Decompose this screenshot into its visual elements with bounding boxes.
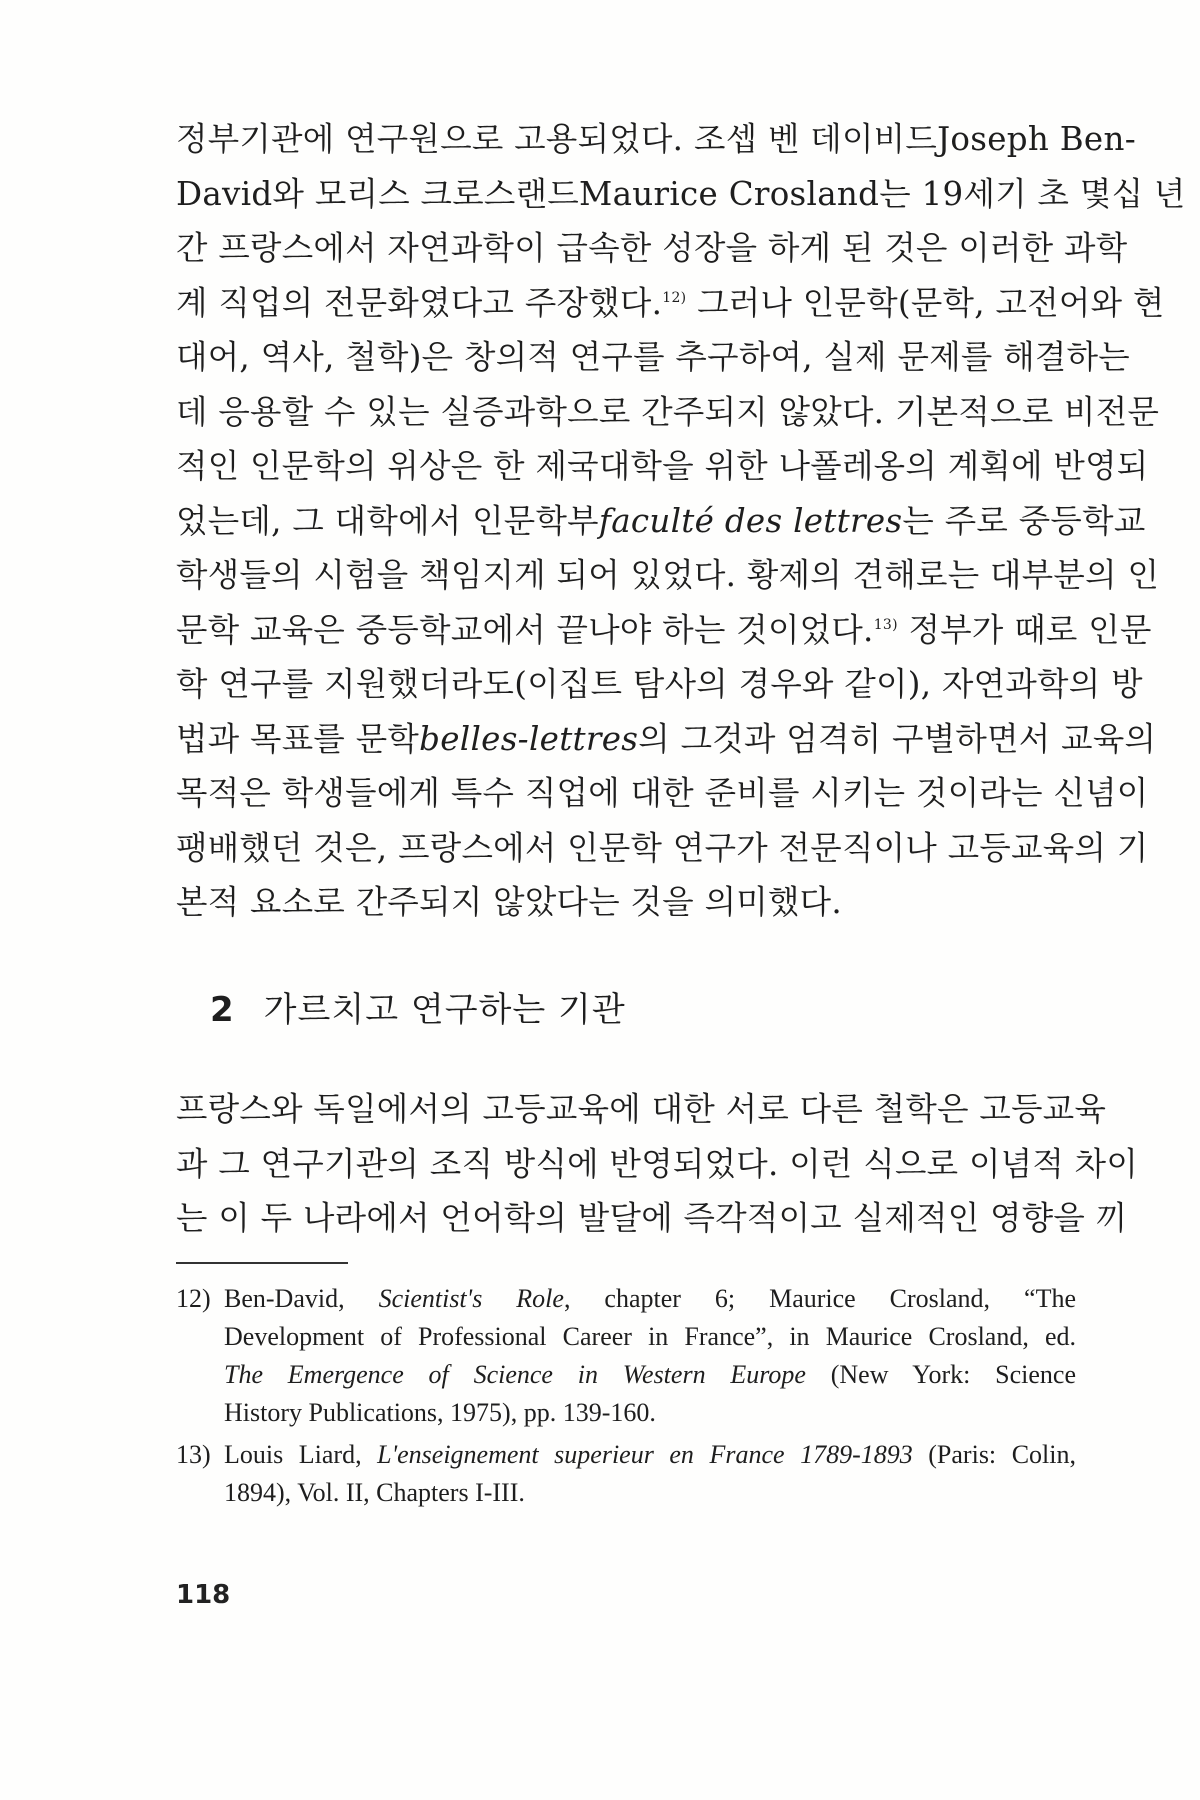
footnote-line: Development of Professional Career in France”, in Maurice Crosland, ed. [224,1322,1076,1351]
text-line: 본적 요소로 간주되지 않았다는 것을 의미했다. [176,883,842,921]
text-segment: 정부가 때로 인문 [897,610,1152,649]
footnotes [176,1280,1076,1516]
text-line: 데 응용할 수 있는 실증과학으로 간주되지 않았다. 기본적으로 비전문 [176,392,1160,431]
text-segment: Ben-David, [224,1284,379,1313]
text-segment: 계 직업의 전문화였다고 주장했다. [176,283,663,322]
text-line: 대어, 역사, 철학)은 창의적 연구를 추구하여, 실제 문제를 해결하는 [176,338,1130,376]
text-line [176,276,1165,331]
footnote-number: 12) [176,1284,211,1313]
footnote-13 [176,1436,1076,1512]
text-segment: Louis Liard, [224,1440,378,1469]
text-segment: , chapter 6; Maurice Crosland, “The [563,1284,1076,1313]
footnote-line [224,1436,1076,1474]
text-segment: 의 그것과 엄격히 구별하면서 교육의 [638,719,1157,758]
text-line: 팽배했던 것은, 프랑스에서 인문학 연구가 전문직이나 고등교육의 기 [176,828,1149,867]
text-line [176,603,1152,658]
text-segment: 그러나 인문학(문학, 고전어와 현 [686,283,1165,322]
body-paragraph-2 [176,1082,1139,1246]
text-line: 목적은 학생들에게 특수 직업에 대한 준비를 시키는 것이라는 신념이 [176,774,1149,812]
text-line: 적인 인문학의 위상은 한 제국대학을 위한 나폴레옹의 계획에 반영되 [176,447,1149,485]
text-line: 프랑스와 독일에서의 고등교육에 대한 서로 다른 철학은 고등교육 [176,1090,1107,1128]
footnote-ref-12[interactable]: 12) [662,289,687,306]
footnote-divider [176,1262,348,1264]
text-line: David와 모리스 크로스랜드Maurice Crosland는 19세기 초 몇십 년 [176,174,1186,213]
section-number: 2 [210,990,234,1030]
text-segment: 었는데, 그 대학에서 인문학부 [176,501,599,540]
text-line: 는 이 두 나라에서 언어학의 발달에 즉각적이고 실제적인 영향을 끼 [176,1199,1128,1237]
footnote-line [224,1356,1076,1394]
body-paragraph-1 [176,112,1186,930]
paragraph-1-text [176,112,1186,930]
footnote-line: History Publications, 1975), pp. 139-160. [224,1398,656,1427]
text-line: 학생들의 시험을 책임지게 되어 있었다. 황제의 견해로는 대부분의 인 [176,556,1160,594]
italic-term: faculté des lettres [598,501,903,540]
footnote-line [224,1280,1076,1318]
text-segment: (Paris: Colin, [912,1440,1076,1469]
text-line: 학 연구를 지원했더라도(이집트 탐사의 경우와 같이), 자연과학의 방 [176,665,1143,703]
page-number: 118 [176,1580,231,1610]
section-title: 가르치고 연구하는 기관 [263,990,626,1030]
text-line: 정부기관에 연구원으로 고용되었다. 조셉 벤 데이비드Joseph Ben- [176,120,1136,158]
footnote-number: 13) [176,1440,211,1469]
italic-title: L'enseignement superieur en France 1789-1893 [377,1440,913,1469]
paragraph-2-text [176,1082,1139,1246]
text-line: 과 그 연구기관의 조직 방식에 반영되었다. 이런 식으로 이념적 차이 [176,1144,1139,1183]
text-segment: 는 주로 중등학교 [902,501,1146,540]
text-segment: 문학 교육은 중등학교에서 끝나야 하는 것이었다. [176,610,874,649]
text-line: 간 프랑스에서 자연과학이 급속한 성장을 하게 된 것은 이러한 과학 [176,229,1128,267]
footnote-ref-13[interactable]: 13) [873,616,898,633]
text-segment: (New York: Science [805,1360,1076,1389]
italic-title: The Emergence of Science in Western Europe [224,1360,806,1389]
italic-title: Scientist's Role [378,1284,564,1313]
text-segment: 법과 목표를 문학 [176,719,420,758]
footnote-line: 1894), Vol. II, Chapters I-III. [224,1478,525,1507]
footnote-12 [176,1280,1076,1432]
section-heading [210,988,626,1032]
text-line [176,712,1157,767]
italic-term: belles-lettres [419,719,639,758]
text-line [176,494,1146,549]
